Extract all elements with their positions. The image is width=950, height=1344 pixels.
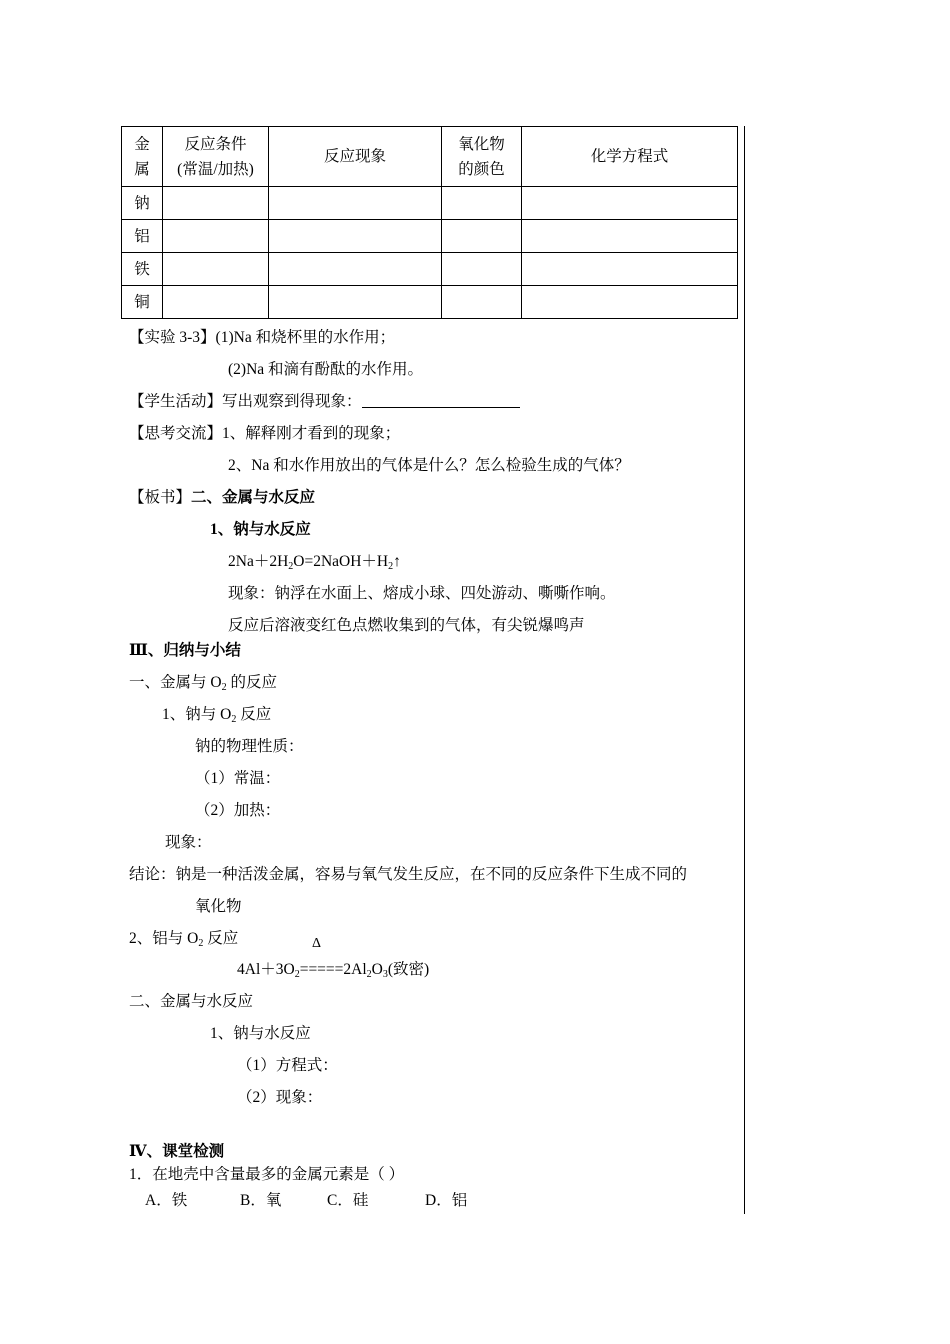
table-row <box>122 253 738 286</box>
table-row <box>122 187 738 220</box>
table-cell <box>269 187 442 220</box>
sodium-water-equation: $2Na+2H_2O=2NaOH+H_2↑$ <box>228 553 401 572</box>
summary-section-1: 一、金属与 $O_2$ 的反应 <box>129 674 277 693</box>
delta-symbol: Δ <box>312 936 322 951</box>
check-question-1: 1．在地壳中含量最多的金属元素是（ ） <box>129 1166 405 1183</box>
right-margin-line <box>744 126 745 1214</box>
check-heading: Ⅳ、课堂检测 <box>129 1143 225 1160</box>
board-observation: 现象：钠浮在水面上、熔成小球、四处游动、嘶嘶作响。 <box>228 585 616 602</box>
row-metal-label: 铜 <box>122 286 163 319</box>
header-condition: 反应条件 (常温/加热) <box>163 127 269 187</box>
option-b: B．氧 <box>240 1192 282 1209</box>
table-cell <box>522 187 738 220</box>
table-cell <box>522 253 738 286</box>
table-cell <box>442 286 522 319</box>
table-cell <box>163 220 269 253</box>
table-cell <box>269 286 442 319</box>
header-phenomenon: 反应现象 <box>269 127 442 187</box>
conclusion-continued: 氧化物 <box>195 898 242 915</box>
metal-reaction-table <box>121 126 738 319</box>
summary-heading: Ⅲ、归纳与小结 <box>129 642 241 659</box>
equation-label: （1）方程式： <box>237 1057 338 1074</box>
aluminum-equation: $4Al+3O_2=====2Al_2O_3$(致密) <box>237 961 430 980</box>
think-exchange-1: 【思考交流】1、解释刚才看到的现象； <box>129 425 401 442</box>
table-cell <box>163 286 269 319</box>
option-a: A．铁 <box>145 1192 188 1209</box>
summary-section-2: 二、金属与水反应 <box>129 993 254 1010</box>
table-cell <box>269 220 442 253</box>
answer-blank[interactable] <box>362 392 520 408</box>
header-equation: 化学方程式 <box>522 127 738 187</box>
experiment-line-2: (2)Na 和滴有酚酞的水作用。 <box>228 361 424 378</box>
condition-heating: （2）加热： <box>195 802 281 819</box>
table-row <box>122 220 738 253</box>
header-oxide-color: 氧化物 的颜色 <box>442 127 522 187</box>
board-heading: 【板书】二、金属与水反应 <box>129 489 316 506</box>
table-cell <box>442 253 522 286</box>
phenomenon-label: 现象： <box>165 834 212 851</box>
row-metal-label: 钠 <box>122 187 163 220</box>
summary-sodium-oxygen: 1、钠与 $O_2$ 反应 <box>162 706 272 725</box>
table-cell <box>163 253 269 286</box>
think-exchange-2: 2、Na 和水作用放出的气体是什么？怎么检验生成的气体？ <box>228 457 630 474</box>
phenomenon-label-2: （2）现象： <box>237 1089 323 1106</box>
board-subheading: 1、钠与水反应 <box>210 521 311 538</box>
board-observation-2: 反应后溶液变红色点燃收集到的气体，有尖锐爆鸣声 <box>228 617 585 634</box>
table-cell <box>522 286 738 319</box>
table-cell <box>269 253 442 286</box>
conclusion: 结论：钠是一种活泼金属，容易与氧气发生反应，在不同的反应条件下生成不同的 <box>129 866 688 883</box>
option-d: D．铝 <box>425 1192 468 1209</box>
table-cell <box>442 220 522 253</box>
physical-properties: 钠的物理性质： <box>195 738 304 755</box>
summary-sodium-water: 1、钠与水反应 <box>210 1025 311 1042</box>
table-header-row <box>122 127 738 187</box>
table-cell <box>442 187 522 220</box>
option-c: C．硅 <box>327 1192 369 1209</box>
row-metal-label: 铁 <box>122 253 163 286</box>
experiment-line-1: 【实验 3-3】(1)Na 和烧杯里的水作用； <box>129 329 396 346</box>
header-metal: 金 属 <box>122 127 163 187</box>
student-activity: 【学生活动】写出观察到得现象： <box>129 392 520 412</box>
condition-room-temp: （1）常温： <box>195 770 281 787</box>
table-cell <box>522 220 738 253</box>
row-metal-label: 铝 <box>122 220 163 253</box>
aluminum-oxygen: 2、铝与 $O_2$ 反应 <box>129 930 239 949</box>
table-cell <box>163 187 269 220</box>
table-row <box>122 286 738 319</box>
